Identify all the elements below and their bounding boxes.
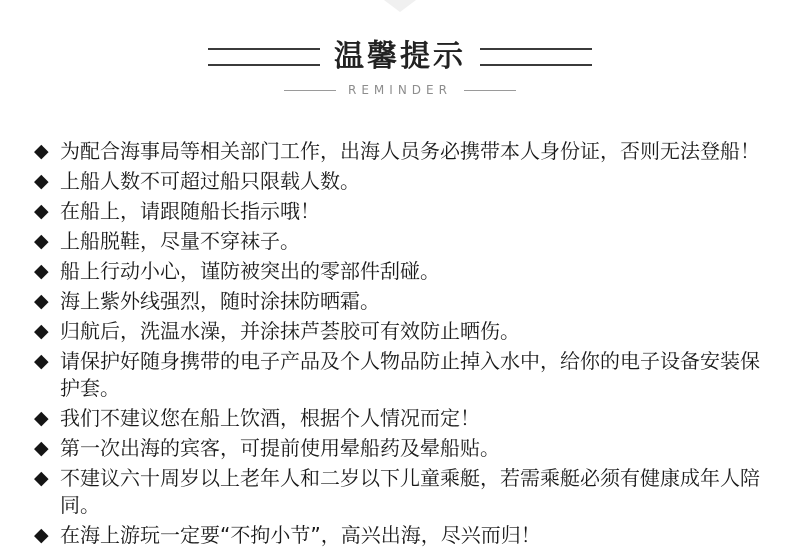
diamond-bullet-icon: ◆ bbox=[34, 350, 49, 372]
page-header bbox=[0, 40, 800, 97]
list-item bbox=[34, 465, 774, 519]
diamond-bullet-icon: ◆ bbox=[34, 260, 49, 282]
list-item-text: 在船上，请跟随船长指示哦！ bbox=[60, 199, 320, 223]
diamond-bullet-icon: ◆ bbox=[34, 230, 49, 252]
diamond-bullet-icon: ◆ bbox=[34, 437, 49, 459]
page-subtitle: REMINDER bbox=[348, 83, 452, 97]
list-item-text: 我们不建议您在船上饮酒，根据个人情况而定！ bbox=[60, 406, 480, 430]
title-rule-left bbox=[208, 48, 320, 66]
list-item bbox=[34, 522, 774, 549]
list-item bbox=[34, 405, 774, 432]
diamond-bullet-icon: ◆ bbox=[34, 290, 49, 312]
diamond-bullet-icon: ◆ bbox=[34, 524, 49, 546]
list-item bbox=[34, 228, 774, 255]
list-item-text: 第一次出海的宾客，可提前使用晕船药及晕船贴。 bbox=[60, 436, 500, 460]
list-item bbox=[34, 138, 774, 165]
list-item-text: 上船脱鞋，尽量不穿袜子。 bbox=[60, 229, 300, 253]
list-item bbox=[34, 348, 774, 402]
notice-list bbox=[34, 138, 774, 552]
title-row bbox=[0, 40, 800, 74]
list-item-text: 不建议六十周岁以上老年人和二岁以下儿童乘艇，若需乘艇必须有健康成年人陪同。 bbox=[60, 466, 760, 517]
subtitle-dash-right bbox=[464, 90, 516, 91]
list-item-text: 为配合海事局等相关部门工作，出海人员务必携带本人身份证，否则无法登船！ bbox=[60, 139, 760, 163]
list-item-text: 上船人数不可超过船只限载人数。 bbox=[60, 169, 360, 193]
diamond-bullet-icon: ◆ bbox=[34, 140, 49, 162]
subtitle-dash-left bbox=[284, 90, 336, 91]
list-item bbox=[34, 168, 774, 195]
diamond-bullet-icon: ◆ bbox=[34, 320, 49, 342]
list-item bbox=[34, 318, 774, 345]
diamond-bullet-icon: ◆ bbox=[34, 467, 49, 489]
list-item-text: 海上紫外线强烈，随时涂抹防晒霜。 bbox=[60, 289, 380, 313]
list-item bbox=[34, 198, 774, 225]
title-rule-right bbox=[480, 48, 592, 66]
list-item-text: 船上行动小心，谨防被突出的零部件刮碰。 bbox=[60, 259, 440, 283]
page-title: 温馨提示 bbox=[334, 39, 466, 74]
triangle-ornament-icon bbox=[384, 0, 416, 12]
list-item bbox=[34, 288, 774, 315]
list-item bbox=[34, 435, 774, 462]
list-item-text: 在海上游玩一定要“不拘小节”，高兴出海，尽兴而归！ bbox=[60, 523, 541, 547]
diamond-bullet-icon: ◆ bbox=[34, 407, 49, 429]
list-item bbox=[34, 258, 774, 285]
list-item-text: 请保护好随身携带的电子产品及个人物品防止掉入水中，给你的电子设备安装保护套。 bbox=[60, 349, 760, 400]
list-item-text: 归航后，洗温水澡，并涂抹芦荟胶可有效防止晒伤。 bbox=[60, 319, 520, 343]
subtitle-row bbox=[0, 83, 800, 97]
diamond-bullet-icon: ◆ bbox=[34, 200, 49, 222]
diamond-bullet-icon: ◆ bbox=[34, 170, 49, 192]
